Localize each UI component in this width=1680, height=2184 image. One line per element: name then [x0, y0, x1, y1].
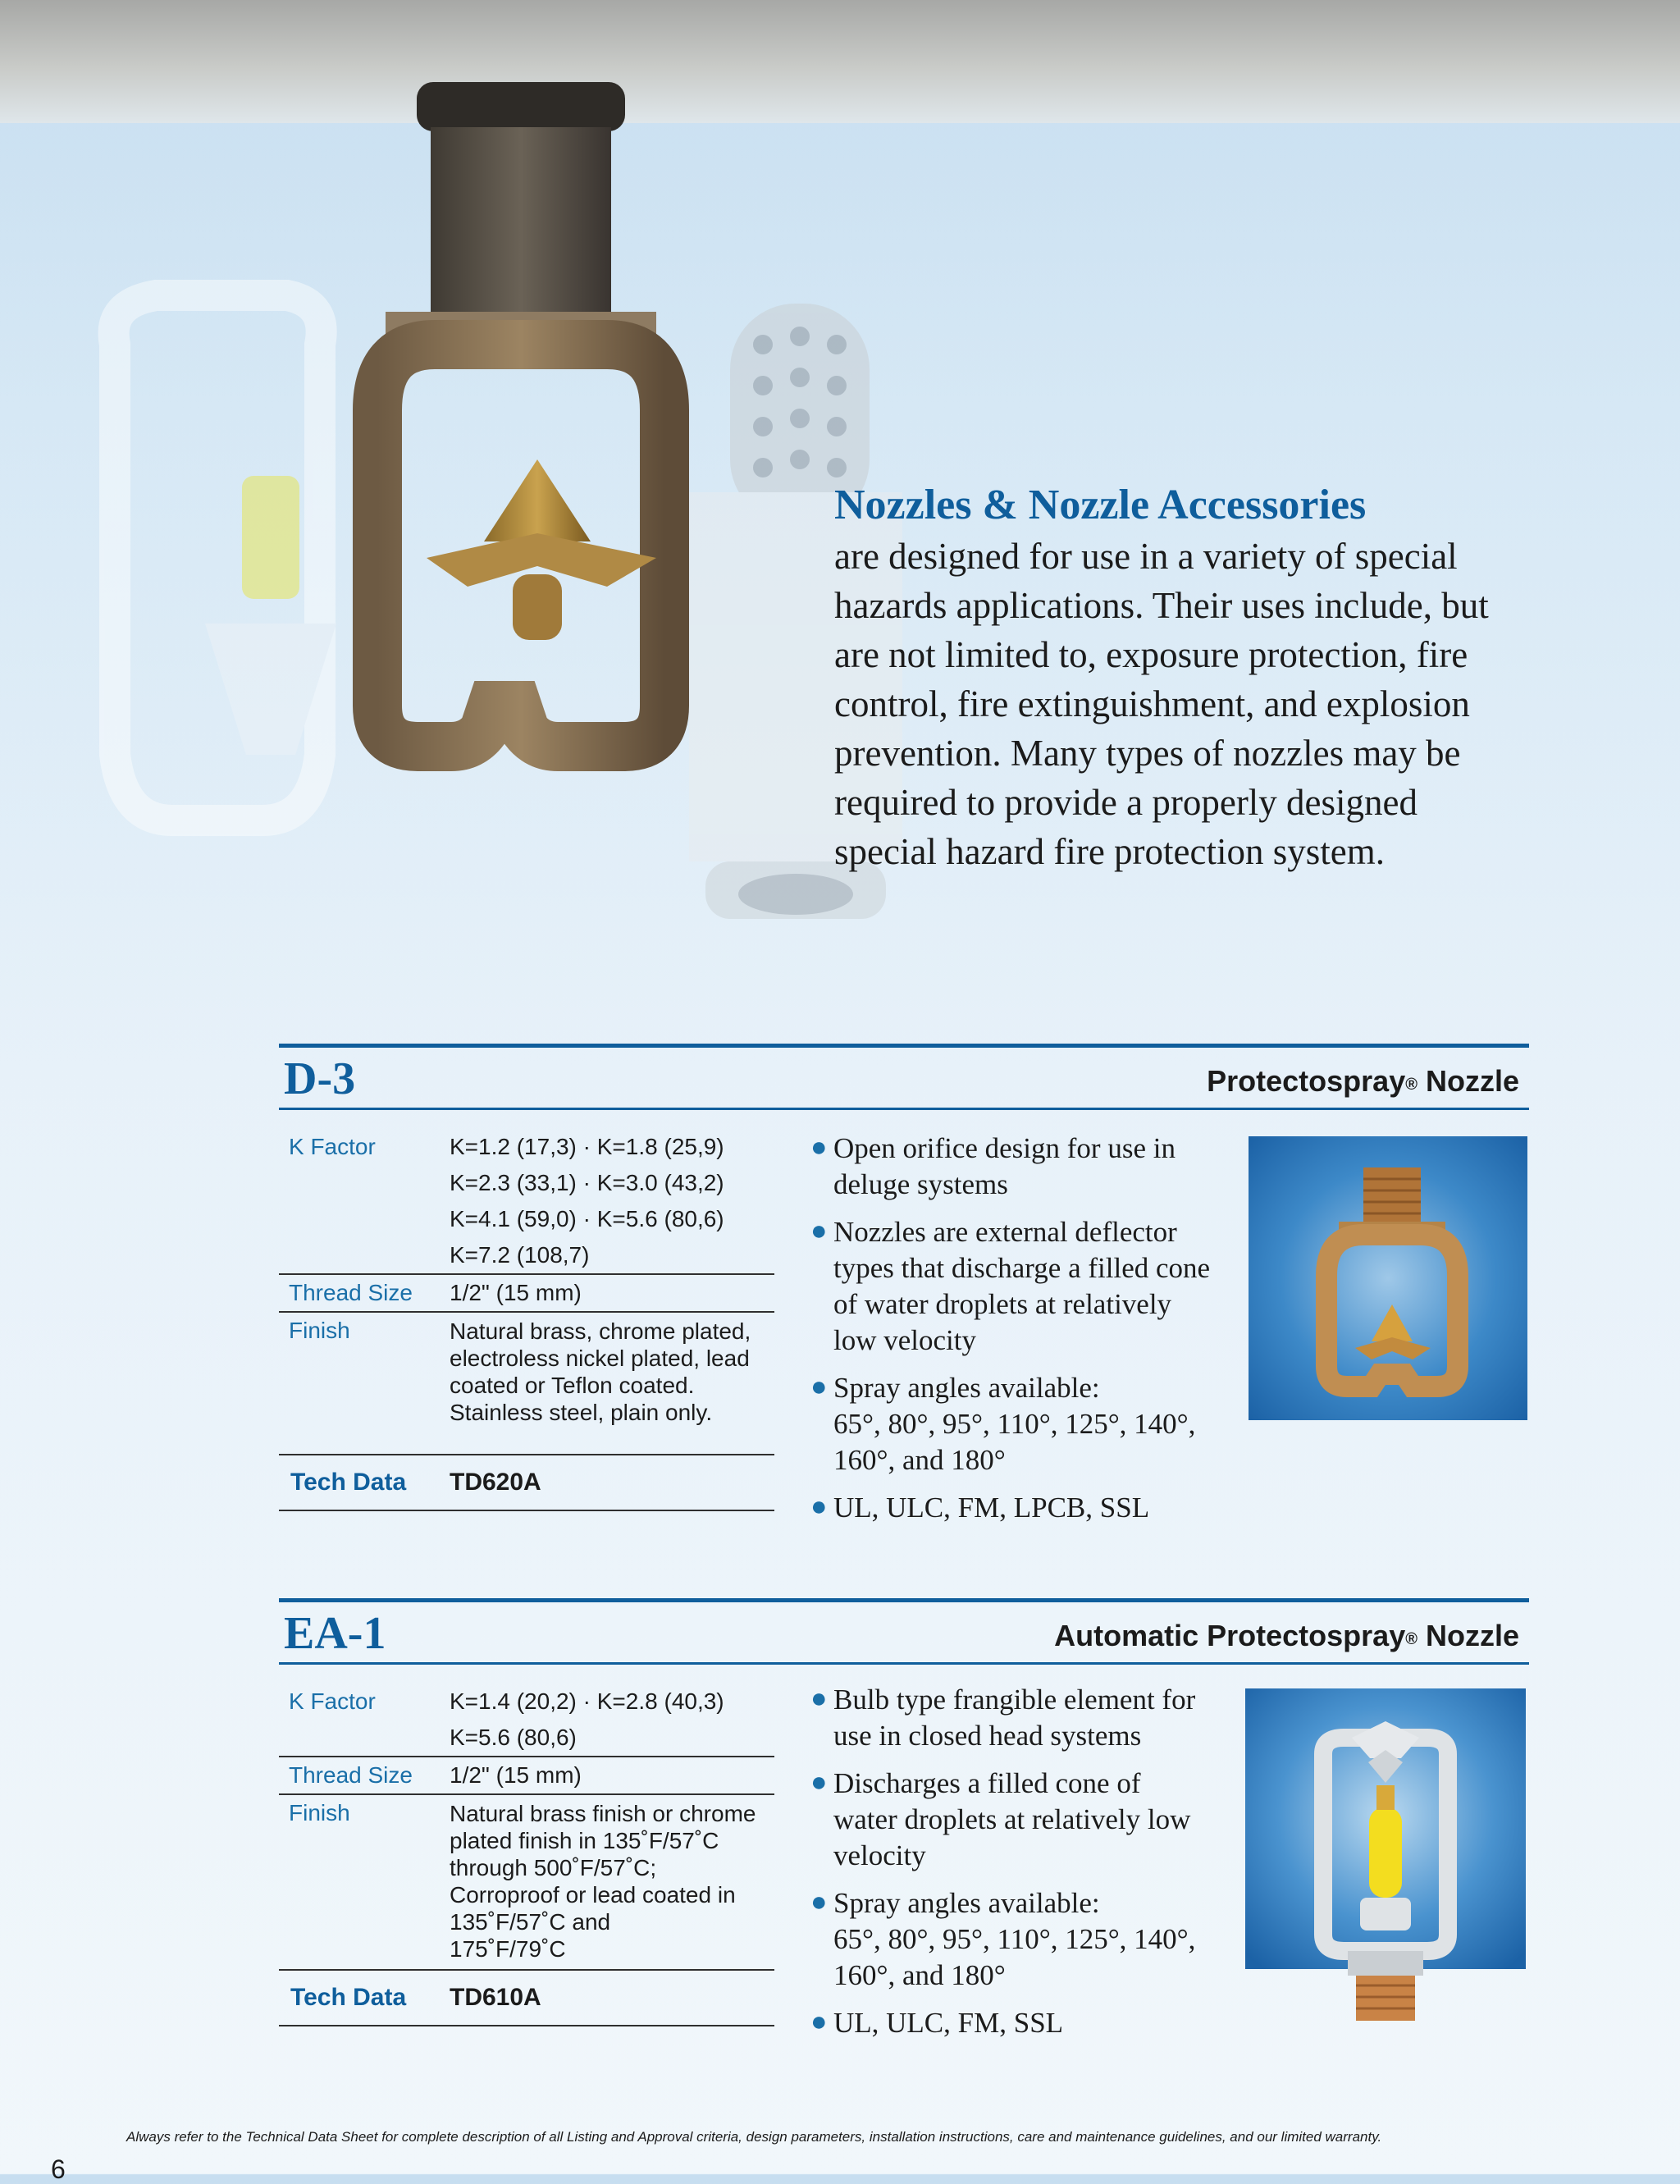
intro-line: special hazard fire protection system.: [834, 831, 1385, 872]
k-factor-line: K=7.2 (108,7): [450, 1242, 590, 1268]
intro-block: [834, 479, 1573, 876]
bullet-icon: ●: [810, 1684, 828, 1714]
footer-disclaimer: Always refer to the Technical Data Sheet for complete description of all Listing and Approval criteria, design parameters, installation instructions, care and maintenance guidelines, and our limited warranty.: [126, 2129, 1382, 2145]
feature-item: [810, 1490, 1237, 1526]
spec-value: [450, 1129, 774, 1273]
spec-row-tech-data: [279, 1971, 774, 2025]
feature-line: UL, ULC, FM, LPCB, SSL: [833, 1492, 1150, 1524]
feature-item: [810, 1214, 1237, 1359]
feature-line: UL, ULC, FM, SSL: [833, 2007, 1064, 2039]
spec-row-k-factor: [279, 1129, 774, 1273]
feature-line: Bulb type frangible element for: [833, 1684, 1196, 1716]
feature-item: [810, 1885, 1237, 1994]
feature-line: use in closed head systems: [833, 1720, 1142, 1752]
feature-line: types that discharge a filled cone: [833, 1252, 1211, 1284]
spec-value: 1/2" (15 mm): [450, 1280, 582, 1305]
feature-line: 65°, 80°, 95°, 110°, 125°, 140°,: [833, 1408, 1196, 1440]
bullet-icon: ●: [810, 2007, 828, 2037]
intro-line: control, fire extinguishment, and explosion: [834, 683, 1470, 724]
spec-label: Finish: [289, 1318, 350, 1343]
spec-row-tech-data: [279, 1455, 774, 1510]
spec-label: K Factor: [289, 1688, 376, 1714]
intro-line: prevention. Many types of nozzles may be: [834, 733, 1461, 774]
product-model: EA-1: [284, 1608, 386, 1659]
finish-line: Natural brass, chrome plated,: [450, 1318, 751, 1344]
product-name-text: Automatic Protectospray: [1054, 1619, 1406, 1652]
tech-data-value: TD620A: [450, 1469, 541, 1496]
feature-line: of water droplets at relatively: [833, 1288, 1172, 1320]
feature-item: [810, 2005, 1237, 2041]
registered-mark: ®: [1405, 1076, 1418, 1094]
feature-item: [810, 1766, 1237, 1874]
bullet-icon: ●: [810, 1372, 828, 1402]
finish-line: 135˚F/57˚C and: [450, 1909, 611, 1935]
feature-list: [810, 1131, 1237, 1537]
finish-line: 175˚F/79˚C: [450, 1936, 566, 1962]
bullet-icon: ●: [810, 1216, 828, 1246]
intro-line: are designed for use in a variety of special: [834, 536, 1458, 577]
finish-line: electroless nickel plated, lead: [450, 1346, 750, 1371]
finish-line: Stainless steel, plain only.: [450, 1400, 713, 1425]
spec-row-thread-size: [279, 1275, 774, 1311]
spec-value: [450, 1795, 774, 1962]
ea1-nozzle-photo: [1245, 1688, 1526, 2025]
section-header-rule: [279, 1662, 1529, 1665]
product-name: [1207, 1063, 1519, 1099]
finish-line: Corroproof or lead coated in: [450, 1882, 736, 1908]
k-factor-line: K=1.2 (17,3) · K=1.8 (25,9): [450, 1134, 724, 1159]
product-name: [1054, 1618, 1519, 1654]
product-name-suffix: Nozzle: [1417, 1619, 1519, 1652]
feature-line: deluge systems: [833, 1168, 1008, 1200]
tech-data-value: TD610A: [450, 1984, 541, 2011]
d3-nozzle-photo: [1249, 1136, 1527, 1420]
spec-label: Thread Size: [289, 1762, 413, 1788]
feature-line: water droplets at relatively low: [833, 1803, 1191, 1835]
tech-data-label: Tech Data: [290, 1984, 407, 2011]
finish-line: through 500˚F/57˚C;: [450, 1855, 657, 1880]
feature-line: Discharges a filled cone of: [833, 1767, 1141, 1799]
feature-line: Nozzles are external deflector: [833, 1216, 1177, 1248]
section-top-rule: [279, 1044, 1529, 1048]
feature-line: 160°, and 180°: [833, 1444, 1006, 1476]
bullet-icon: ●: [810, 1767, 828, 1798]
product-name-suffix: Nozzle: [1417, 1064, 1519, 1098]
spec-row-finish: [279, 1795, 774, 1969]
product-model: D-3: [284, 1053, 356, 1104]
page-number: 6: [51, 2154, 66, 2184]
intro-title: Nozzles & Nozzle Accessories: [834, 482, 1367, 528]
feature-line: Open orifice design for use in: [833, 1132, 1176, 1164]
spec-divider: [279, 1510, 774, 1511]
feature-line: Spray angles available:: [833, 1372, 1100, 1404]
feature-item: [810, 1370, 1237, 1478]
intro-paragraph: [834, 532, 1573, 876]
feature-item: [810, 1131, 1237, 1203]
feature-line: velocity: [833, 1839, 926, 1871]
spec-value: [450, 1313, 774, 1426]
k-factor-line: K=1.4 (20,2) · K=2.8 (40,3): [450, 1688, 724, 1714]
intro-line: hazards applications. Their uses include, but: [834, 585, 1489, 626]
k-factor-line: K=4.1 (59,0) · K=5.6 (80,6): [450, 1206, 724, 1231]
spec-table: [279, 1684, 774, 2026]
k-factor-line: K=5.6 (80,6): [450, 1725, 577, 1750]
hero-nozzle-photo: [82, 33, 943, 1001]
spec-table: [279, 1129, 774, 1511]
bullet-icon: ●: [810, 1887, 828, 1917]
spec-divider: [279, 2025, 774, 2026]
registered-mark: ®: [1405, 1630, 1418, 1648]
spec-label: Thread Size: [289, 1280, 413, 1305]
product-name-text: Protectospray: [1207, 1064, 1406, 1098]
spec-label: Finish: [289, 1800, 350, 1825]
feature-line: Spray angles available:: [833, 1887, 1100, 1919]
intro-line: are not limited to, exposure protection, fire: [834, 634, 1468, 675]
feature-line: 65°, 80°, 95°, 110°, 125°, 140°,: [833, 1923, 1196, 1955]
k-factor-line: K=2.3 (33,1) · K=3.0 (43,2): [450, 1170, 724, 1195]
finish-line: Natural brass finish or chrome: [450, 1801, 756, 1826]
section-top-rule: [279, 1598, 1529, 1602]
finish-line: coated or Teflon coated.: [450, 1373, 695, 1398]
section-header-rule: [279, 1108, 1529, 1110]
spec-row-thread-size: [279, 1757, 774, 1793]
bullet-icon: ●: [810, 1492, 828, 1522]
bullet-icon: ●: [810, 1132, 828, 1163]
intro-line: required to provide a properly designed: [834, 782, 1418, 823]
feature-list: [810, 1682, 1237, 2053]
feature-line: 160°, and 180°: [833, 1959, 1006, 1991]
spec-label: K Factor: [289, 1134, 376, 1159]
tech-data-label: Tech Data: [290, 1469, 407, 1496]
finish-line: plated finish in 135˚F/57˚C: [450, 1828, 719, 1853]
spec-value: [450, 1684, 774, 1756]
spec-value: 1/2" (15 mm): [450, 1762, 582, 1788]
spec-row-k-factor: [279, 1684, 774, 1756]
spec-row-finish: [279, 1313, 774, 1454]
feature-line: low velocity: [833, 1324, 976, 1356]
feature-item: [810, 1682, 1237, 1754]
